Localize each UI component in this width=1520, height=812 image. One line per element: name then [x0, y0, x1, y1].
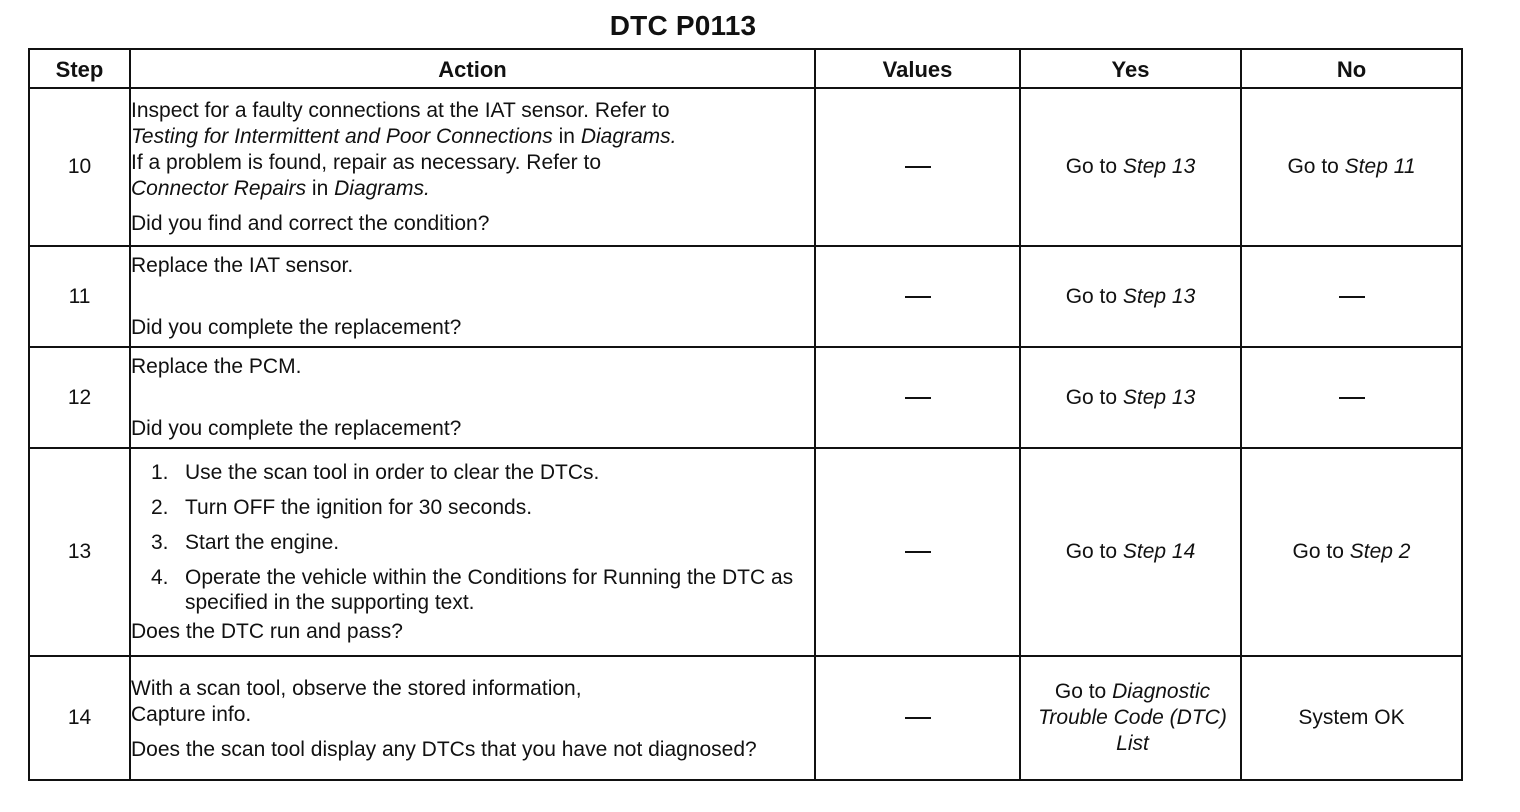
action-cell [130, 347, 815, 448]
list-item: 4. Operate the vehicle within the Conditions for Running the DTC as specified in the supporting text. [151, 565, 794, 614]
header-step: Step [29, 49, 130, 88]
action-cell [130, 656, 815, 780]
yes-target-link[interactable]: Step 13 [1122, 155, 1196, 178]
dash-mark [905, 551, 931, 553]
yes-cell: Go to Step 13 [1020, 347, 1241, 448]
header-row [29, 49, 1462, 88]
dash-mark [905, 296, 931, 298]
yes-cell: Go to Step 14 [1020, 448, 1241, 656]
yes-target-link[interactable]: Step 14 [1122, 540, 1196, 563]
step-number: 12 [29, 347, 130, 448]
action-cell [130, 88, 815, 246]
yes-target-link[interactable]: Step 13 [1122, 385, 1196, 409]
dash-mark [905, 397, 931, 399]
action-question: Did you find and correct the condition? [131, 211, 490, 235]
action-cell [130, 448, 815, 656]
header-values: Values [815, 49, 1020, 88]
no-cell: Go to Step 2 [1241, 448, 1462, 656]
step-number: 13 [29, 448, 130, 656]
action-question: Does the scan tool display any DTCs that you have not diagnosed? [131, 737, 757, 761]
no-target-link[interactable]: Step 11 [1344, 155, 1416, 178]
values-cell [815, 88, 1020, 246]
values-cell [815, 656, 1020, 780]
action-question: Did you complete the replacement? [131, 315, 462, 339]
list-item: 1. Use the scan tool in order to clear the DTCs. [151, 460, 600, 484]
values-cell [815, 448, 1020, 656]
action-text: Replace the IAT sensor. [131, 253, 354, 277]
header-no: No [1241, 49, 1462, 88]
dash-mark [905, 166, 931, 168]
step-number: 10 [29, 88, 130, 246]
diagnostic-table [28, 48, 1463, 781]
table-row [29, 347, 1462, 448]
values-cell [815, 246, 1020, 347]
table-row [29, 656, 1462, 780]
action-cell [130, 246, 815, 347]
yes-cell: Go to Diagnostic Trouble Code (DTC) List [1020, 656, 1241, 780]
action-line: Inspect for a faulty connections at the IAT sensor. Refer to [131, 98, 670, 122]
action-line: If a problem is found, repair as necessary. Refer to [131, 150, 601, 174]
action-question: Did you complete the replacement? [131, 416, 462, 440]
yes-cell: Go to Step 13 [1020, 88, 1241, 246]
no-cell [1241, 347, 1462, 448]
table-row [29, 448, 1462, 656]
page-title: DTC P0113 [609, 10, 757, 41]
dash-mark [1339, 397, 1365, 399]
dash-mark [905, 717, 931, 719]
step-number: 11 [29, 246, 130, 347]
action-line: Capture info. [131, 702, 252, 726]
action-line: Testing for Intermittent and Poor Connections in Diagrams. [131, 124, 677, 148]
table-row [29, 88, 1462, 246]
action-line: With a scan tool, observe the stored information, [131, 676, 582, 700]
action-line: Connector Repairs in Diagrams. [131, 176, 430, 200]
procedure-list [131, 460, 814, 615]
yes-cell: Go to Step 13 [1020, 246, 1241, 347]
yes-target-link[interactable]: Diagnostic Trouble Code (DTC) List [1038, 680, 1227, 755]
table-row [29, 246, 1462, 347]
dash-mark [1339, 296, 1365, 298]
action-text: Replace the PCM. [131, 354, 302, 378]
values-cell [815, 347, 1020, 448]
step-number: 14 [29, 656, 130, 780]
header-yes: Yes [1020, 49, 1241, 88]
list-item: 2. Turn OFF the ignition for 30 seconds. [151, 495, 533, 519]
list-item: 3. Start the engine. [151, 530, 340, 554]
action-question: Does the DTC run and pass? [131, 619, 403, 643]
no-cell: Go to Step 11 [1241, 88, 1462, 246]
no-target-link[interactable]: Step 2 [1349, 540, 1411, 563]
no-cell: System OK [1241, 656, 1462, 780]
action-text [131, 98, 814, 202]
header-action: Action [130, 49, 815, 88]
no-cell [1241, 246, 1462, 347]
yes-target-link[interactable]: Step 13 [1122, 284, 1196, 308]
